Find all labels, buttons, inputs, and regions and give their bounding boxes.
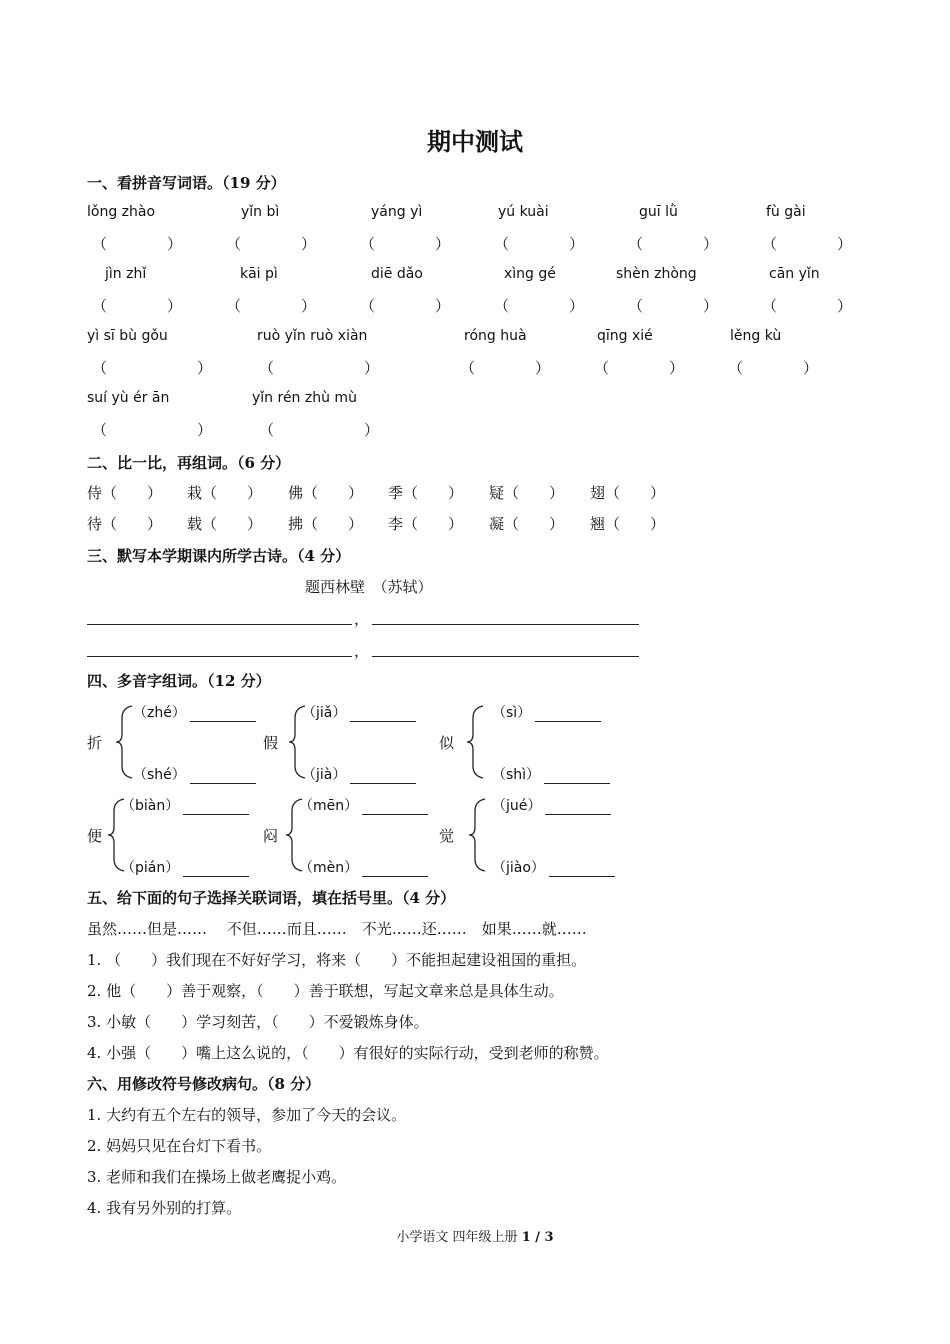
answer-bracket[interactable]: （ ）	[360, 297, 451, 315]
pinyin-word: guī lǜ	[639, 204, 678, 220]
compare-item[interactable]: 待（ ）	[87, 515, 163, 533]
pinyin-word: yì sī bù gǒu	[87, 328, 168, 344]
sentence-item: 1. 大约有五个左右的领导，参加了今天的会议。	[87, 1106, 407, 1124]
section-5-heading: 五、给下面的句子选择关联词语，填在括号里。（4 分）	[87, 889, 456, 907]
page-footer	[0, 1226, 950, 1245]
pinyin-word: shèn zhòng	[616, 266, 697, 282]
pinyin-word: lǒng zhào	[87, 204, 156, 220]
poem-line-blank[interactable]	[87, 624, 352, 625]
sentence-item: 4. 我有另外别的打算。	[87, 1199, 242, 1217]
poem-title: 题西林壁 （苏轼）	[305, 578, 433, 596]
polyphone-reading: （mèn）	[299, 857, 428, 877]
compare-item[interactable]: 翘（ ）	[590, 515, 666, 533]
pinyin-word: lěng kù	[730, 328, 782, 344]
brace-icon	[467, 797, 489, 873]
compare-item[interactable]: 凝（ ）	[489, 515, 565, 533]
section-4-heading: 四、多音字组词。（12 分）	[87, 672, 271, 690]
conjunction-options: 虽然……但是…… 不但……而且…… 不光……还…… 如果……就……	[87, 920, 587, 938]
footer-subject: 小学语文 四年级上册	[396, 1230, 518, 1245]
polyphone-reading: （jué）	[492, 795, 611, 815]
pinyin-word: jìn zhǐ	[105, 266, 147, 282]
polyphone-reading: （jiào）	[492, 857, 615, 877]
polyphone-reading: （shì）	[492, 764, 610, 784]
answer-bracket[interactable]: （ ）	[594, 359, 685, 377]
answer-bracket[interactable]: （ ）	[460, 359, 551, 377]
answer-bracket[interactable]: （ ）	[360, 235, 451, 253]
pinyin-word: yú kuài	[498, 204, 549, 220]
answer-bracket[interactable]: （ ）	[259, 421, 380, 439]
polyphone-reading: （mēn）	[299, 795, 428, 815]
answer-blank[interactable]	[545, 800, 611, 815]
pinyin-word: yáng yì	[371, 204, 423, 220]
sentence-item[interactable]: 4. 小强（ ）嘴上这么说的，（ ）有很好的实际行动，受到老师的称赞。	[87, 1044, 609, 1062]
sentence-item[interactable]: 2. 他（ ）善于观察，（ ）善于联想，写起文章来总是具体生动。	[87, 982, 564, 1000]
polyphone-char: 闷	[263, 827, 279, 845]
page-title: 期中测试	[427, 127, 523, 156]
answer-blank[interactable]	[350, 769, 416, 784]
polyphone-reading: （zhé）	[133, 702, 256, 722]
answer-blank[interactable]	[362, 800, 428, 815]
sentence-item[interactable]: 3. 小敏（ ）学习刻苦，（ ）不爱锻炼身体。	[87, 1013, 429, 1031]
poem-comma: ，	[354, 642, 370, 660]
answer-blank[interactable]	[549, 862, 615, 877]
answer-bracket[interactable]: （ ）	[728, 359, 819, 377]
polyphone-reading: （sì）	[492, 702, 601, 722]
polyphone-reading: （pián）	[121, 857, 249, 877]
answer-bracket[interactable]: （ ）	[92, 359, 213, 377]
compare-item[interactable]: 李（ ）	[388, 515, 464, 533]
answer-bracket[interactable]: （ ）	[494, 297, 585, 315]
answer-bracket[interactable]: （ ）	[226, 297, 317, 315]
answer-blank[interactable]	[362, 862, 428, 877]
polyphone-char: 觉	[439, 827, 455, 845]
compare-item[interactable]: 季（ ）	[388, 484, 464, 502]
pinyin-word: cān yǐn	[769, 266, 820, 282]
sentence-item: 3. 老师和我们在操场上做老鹰捉小鸡。	[87, 1168, 347, 1186]
polyphone-reading: （shé）	[133, 764, 256, 784]
pinyin-word: ruò yǐn ruò xiàn	[257, 328, 368, 344]
pinyin-word: diē dǎo	[371, 266, 423, 282]
answer-bracket[interactable]: （ ）	[762, 235, 853, 253]
compare-item[interactable]: 佛（ ）	[288, 484, 364, 502]
polyphone-char: 折	[87, 734, 103, 752]
answer-blank[interactable]	[350, 707, 416, 722]
compare-item[interactable]: 疑（ ）	[489, 484, 565, 502]
poem-line-blank[interactable]	[372, 656, 639, 657]
answer-bracket[interactable]: （ ）	[762, 297, 853, 315]
section-3-heading: 三、默写本学期课内所学古诗。（4 分）	[87, 547, 351, 565]
pinyin-word: fù gài	[766, 204, 806, 220]
pinyin-word: yǐn bì	[241, 204, 280, 220]
answer-bracket[interactable]: （ ）	[628, 235, 719, 253]
answer-blank[interactable]	[190, 707, 256, 722]
compare-item[interactable]: 拂（ ）	[288, 515, 364, 533]
poem-line-blank[interactable]	[87, 656, 352, 657]
answer-blank[interactable]	[183, 800, 249, 815]
answer-bracket[interactable]: （ ）	[259, 359, 380, 377]
pinyin-word: róng huà	[464, 328, 527, 344]
answer-bracket[interactable]: （ ）	[92, 421, 213, 439]
pinyin-word: kāi pì	[240, 266, 278, 282]
sentence-item: 2. 妈妈只见在台灯下看书。	[87, 1137, 272, 1155]
compare-item[interactable]: 栽（ ）	[187, 484, 263, 502]
compare-item[interactable]: 侍（ ）	[87, 484, 163, 502]
answer-bracket[interactable]: （ ）	[92, 297, 183, 315]
answer-bracket[interactable]: （ ）	[226, 235, 317, 253]
brace-icon	[465, 704, 487, 780]
polyphone-reading: （biàn）	[121, 795, 249, 815]
poem-line-blank[interactable]	[372, 624, 639, 625]
polyphone-reading: （jiǎ）	[302, 702, 416, 722]
pinyin-word: qīng xié	[597, 328, 653, 344]
answer-bracket[interactable]: （ ）	[494, 235, 585, 253]
sentence-item[interactable]: 1. （ ）我们现在不好好学习，将来（ ）不能担起建设祖国的重担。	[87, 951, 587, 969]
answer-bracket[interactable]: （ ）	[628, 297, 719, 315]
polyphone-reading: （jià）	[302, 764, 416, 784]
answer-blank[interactable]	[544, 769, 610, 784]
pinyin-word: yǐn rén zhù mù	[252, 390, 357, 406]
polyphone-char: 似	[439, 734, 455, 752]
section-6-heading: 六、用修改符号修改病句。（8 分）	[87, 1075, 321, 1093]
section-1-heading: 一、看拼音写词语。（19 分）	[87, 174, 286, 192]
polyphone-char: 便	[87, 827, 103, 845]
answer-bracket[interactable]: （ ）	[92, 235, 183, 253]
compare-item[interactable]: 翅（ ）	[590, 484, 666, 502]
answer-blank[interactable]	[190, 769, 256, 784]
page-number: 1 / 3	[521, 1230, 554, 1245]
pinyin-word: suí yù ér ān	[87, 390, 170, 406]
poem-comma: ，	[354, 610, 370, 628]
answer-blank[interactable]	[535, 707, 601, 722]
polyphone-char: 假	[263, 734, 279, 752]
pinyin-word: xìng gé	[504, 266, 556, 282]
compare-item[interactable]: 载（ ）	[187, 515, 263, 533]
answer-blank[interactable]	[183, 862, 249, 877]
section-2-heading: 二、比一比，再组词。（6 分）	[87, 454, 291, 472]
